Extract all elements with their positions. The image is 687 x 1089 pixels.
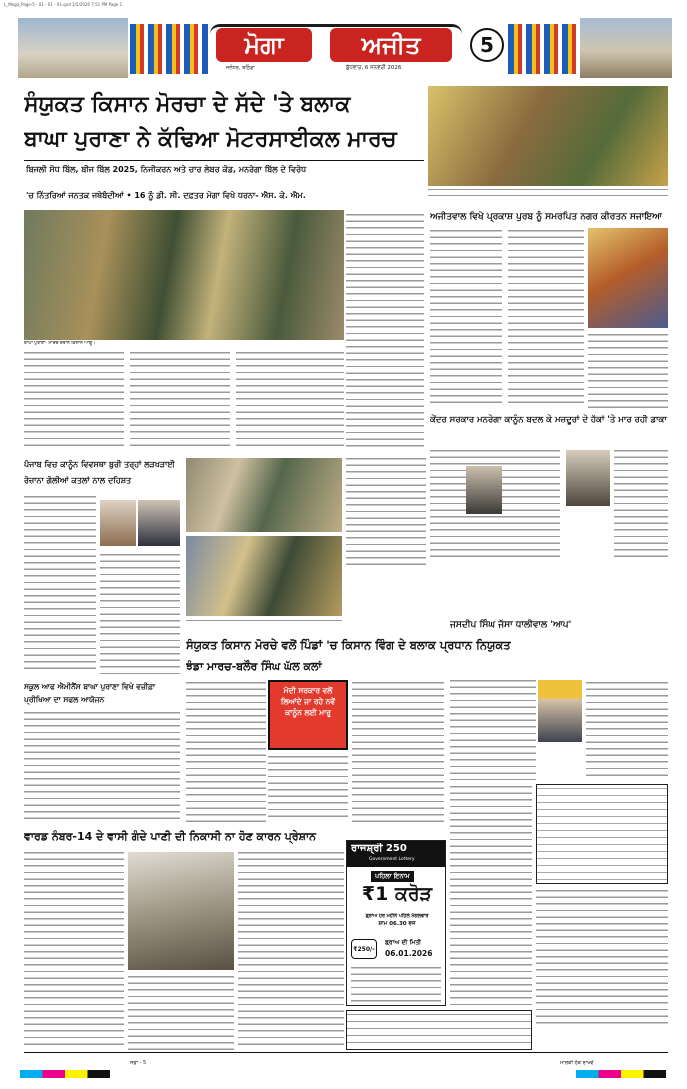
center-text: [346, 456, 426, 566]
story-2-headline-1: ਪੰਜਾਬ ਵਿਚ ਕਾਨੂੰਨ ਵਿਵਸਥਾ ਬੁਰੀ ਤਰ੍ਹਾਂ ਲੜਖੜਾਈ: [24, 460, 175, 469]
lead-sub-1: ਬਿਜਲੀ ਸੋਧ ਬਿੱਲ, ਬੀਜ ਬਿੱਲ 2025, ਨਿਜੀਕਰਨ ਅਤੇ ਚਾਰ ਲੇਬਰ ਕੋਡ, ਮਨਰੇਗਾ ਬਿੱਲ ਦੇ ਵਿਰੋਧ: [26, 165, 307, 174]
story-6-headline: ਵਾਰਡ ਨੰਬਰ-14 ਦੇ ਵਾਸੀ ਗੰਦੇ ਪਾਣੀ ਦੀ ਨਿਕਾਸੀ ਨਾ ਹੋਣ ਕਾਰਨ ਪ੍ਰੇਸ਼ਾਨ: [24, 830, 316, 843]
lead-text-col-3: [236, 350, 344, 450]
masthead-left-photo: [18, 18, 128, 78]
lead-sub-2: 'ਚ ਨਿੱਤਰਿਆਂ ਜਨਤਕ ਜਥੇਬੰਦੀਆਂ • 16 ਨੂੰ ਡੀ. ਸੀ. ਦਫ਼ਤਰ ਮੋਗਾ ਵਿਖੇ ਧਰਨਾ- ਐਸ. ਕੇ. ਐਮ.: [26, 191, 306, 200]
story-5-text-d: [450, 678, 536, 780]
right-bottom-text: [536, 888, 668, 1028]
lottery-time: ਸ਼ਾਮ 06.30 ਵਜੇ: [378, 921, 416, 927]
page-number: 5: [470, 28, 504, 62]
lead-headline-1: ਸੰਯੁਕਤ ਕਿਸਾਨ ਮੋਰਚਾ ਦੇ ਸੱਦੇ 'ਤੇ ਬਲਾਕ: [24, 92, 351, 117]
story-1-text-a: [430, 228, 502, 408]
meta-line: L_Moga_Page-5 - 01 - 01 - 01.qxd 1/5/2026 7:51 PM Page 1: [4, 2, 123, 7]
masthead-pattern-left: [130, 24, 208, 74]
masthead-city: ਮੋਗਾ: [216, 28, 312, 62]
story-6-text-b: [128, 974, 234, 1050]
middle-photo-1: [186, 458, 342, 532]
lottery-draw-line: ਡ੍ਰਾਅ ਹਰ ਮਹੀਨੇ ਪਹਿਲੇ ਮੰਗਲਵਾਰ: [365, 914, 429, 919]
masthead-paper: ਅਜੀਤ: [330, 28, 452, 62]
lead-text-col-4: [346, 212, 424, 450]
story-5-kicker: ਜਸਦੀਪ ਸਿੰਘ ਜੱਸਾ ਧਾਲੀਵਾਲ 'ਆਪ': [450, 620, 572, 630]
center-bottom-text: [450, 784, 532, 1006]
lottery-draw-date: 06.01.2026: [385, 949, 433, 958]
story-6-text-c: [238, 850, 344, 1050]
story-5-text-c: [352, 680, 444, 822]
middle-photo-caption: [186, 618, 342, 626]
story-1-text-c: [588, 332, 668, 408]
story-1-text-b: [508, 228, 584, 408]
story-4-headline: ਸਕੂਲ ਆਫ ਐਮੀਨੈਂਸ ਬਾਘਾ ਪੁਰਾਣਾ ਵਿਖੇ ਵਜ਼ੀਫ਼ਾ ਪ੍ਰੀਖਿਆ ਦਾ ਸਫਲ ਆਯੋਜਨ: [24, 682, 156, 704]
lead-text-col-2: [130, 350, 230, 450]
masthead-date: ਬੁੱਧਵਾਰ, 6 ਜਨਵਰੀ 2026: [346, 65, 402, 71]
masthead-subline: ਜਲੰਧਰ, ਬਠਿੰਡਾ: [226, 65, 255, 71]
right-top-photo: [428, 86, 668, 186]
story-2-photo-2: [138, 500, 180, 546]
story-2-photo-1: [100, 500, 136, 546]
story-3-photo: [566, 450, 610, 506]
story-5-text-e: [586, 680, 668, 780]
center-small-photo-1: [466, 466, 502, 514]
story-5-sub: ਝੰਡਾ ਮਾਰਚ-ਬਲੌਰ ਸਿੰਘ ਘੱਲ ਕਲਾਂ: [186, 660, 322, 673]
lead-headline-2: ਬਾਘਾ ਪੁਰਾਣਾ ਨੇ ਕੱਢਿਆ ਮੋਟਰਸਾਈਕਲ ਮਾਰਚ: [24, 127, 397, 152]
middle-photo-2: [186, 536, 342, 616]
story-5-headline: ਸੰਯੁਕਤ ਕਿਸਾਨ ਮੋਰਚੇ ਵਲੋਂ ਪਿੰਡਾਂ 'ਚ ਕਿਸਾਨ ਵਿੰਗ ਦੇ ਬਲਾਕ ਪ੍ਰਧਾਨ ਨਿਯੁਕਤ: [186, 638, 511, 652]
story-5-callout-text: ਮੋਦੀ ਸਰਕਾਰ ਵਲੋਂ ਲਿਆਂਦੇ ਜਾ ਰਹੇ ਨਵੇਂ ਕਾਨੂੰਨ ਲਈ ਮਾਰੂ: [280, 686, 336, 717]
footer-ownership: ਮਾਲਕੀ ਹੱਕ ਰਾਖਵੇਂ: [560, 1060, 594, 1066]
footer-rule: [24, 1052, 668, 1053]
story-6-photo: [128, 852, 234, 970]
lottery-brand-sub: Government Lottery: [369, 857, 415, 862]
lottery-prize-label: ਪਹਿਲਾ ਇਨਾਮ: [371, 871, 414, 882]
story-2-text-a: [24, 494, 96, 674]
story-5-text-b: [268, 754, 348, 822]
story-2-headline-2: ਰੋਜ਼ਾਨਾ ਗੋਲੀਆਂ ਕਤਲਾਂ ਨਾਲ ਦਹਿਸ਼ਤ: [24, 476, 132, 485]
story-5-text-a: [186, 680, 266, 822]
story-3-text-b: [614, 448, 668, 558]
lottery-draw-date-label: ਡ੍ਰਾਅ ਦੀ ਮਿਤੀ: [385, 939, 421, 946]
lottery-fineprint: [351, 965, 441, 1003]
footer-marker: ਸਫ਼ਾ - 5: [130, 1060, 147, 1066]
right-top-caption: [428, 187, 668, 201]
lottery-ticket-price: ₹250/-: [351, 939, 377, 959]
color-bar-left: [20, 1070, 110, 1078]
lottery-ad: [346, 840, 446, 1006]
lead-photo: [24, 210, 344, 340]
right-notice-box: [536, 784, 668, 884]
story-6-text-a: [24, 850, 124, 1050]
color-bar-right: [576, 1070, 666, 1078]
lottery-prize: ₹1 ਕਰੋੜ: [361, 883, 433, 905]
lead-rule: [24, 160, 424, 161]
story-2-text-b: [100, 552, 180, 676]
story-4-text: [24, 710, 180, 822]
bottom-ad-strip: [346, 1010, 532, 1050]
story-3-headline: ਕੇਂਦਰ ਸਰਕਾਰ ਮਨਰੇਗਾ ਕਾਨੂੰਨ ਬਦਲ ਕੇ ਮਜ਼ਦੂਰਾਂ ਦੇ ਹੱਕਾਂ 'ਤੇ ਮਾਰ ਰਹੀ ਡਾਕਾ: [430, 415, 667, 425]
masthead-right-photo: [580, 18, 672, 78]
masthead-pattern-right: [508, 24, 578, 74]
lead-caption: ਬਾਘਾ ਪੁਰਾਣਾ- ਮਾਰਚ ਦੌਰਾਨ ਕਿਸਾਨ ਆਗੂ।: [24, 341, 96, 346]
lottery-ad-top: [347, 841, 445, 867]
story-5-callout: [268, 680, 348, 750]
story-1-photo: [588, 228, 668, 328]
lead-text-col-1: [24, 350, 124, 450]
lottery-brand: ਰਾਜਸ਼੍ਰੀ 250: [351, 843, 407, 854]
story-5-photo: [538, 680, 582, 742]
masthead-title-box: [210, 24, 462, 78]
masthead: [0, 10, 687, 82]
story-1-headline: ਅਜੀਤਵਾਲ ਵਿਖੇ ਪ੍ਰਕਾਸ਼ ਪੁਰਬ ਨੂੰ ਸਮਰਪਿਤ ਨਗਰ ਕੀਰਤਨ ਸਜਾਇਆ: [430, 212, 662, 222]
